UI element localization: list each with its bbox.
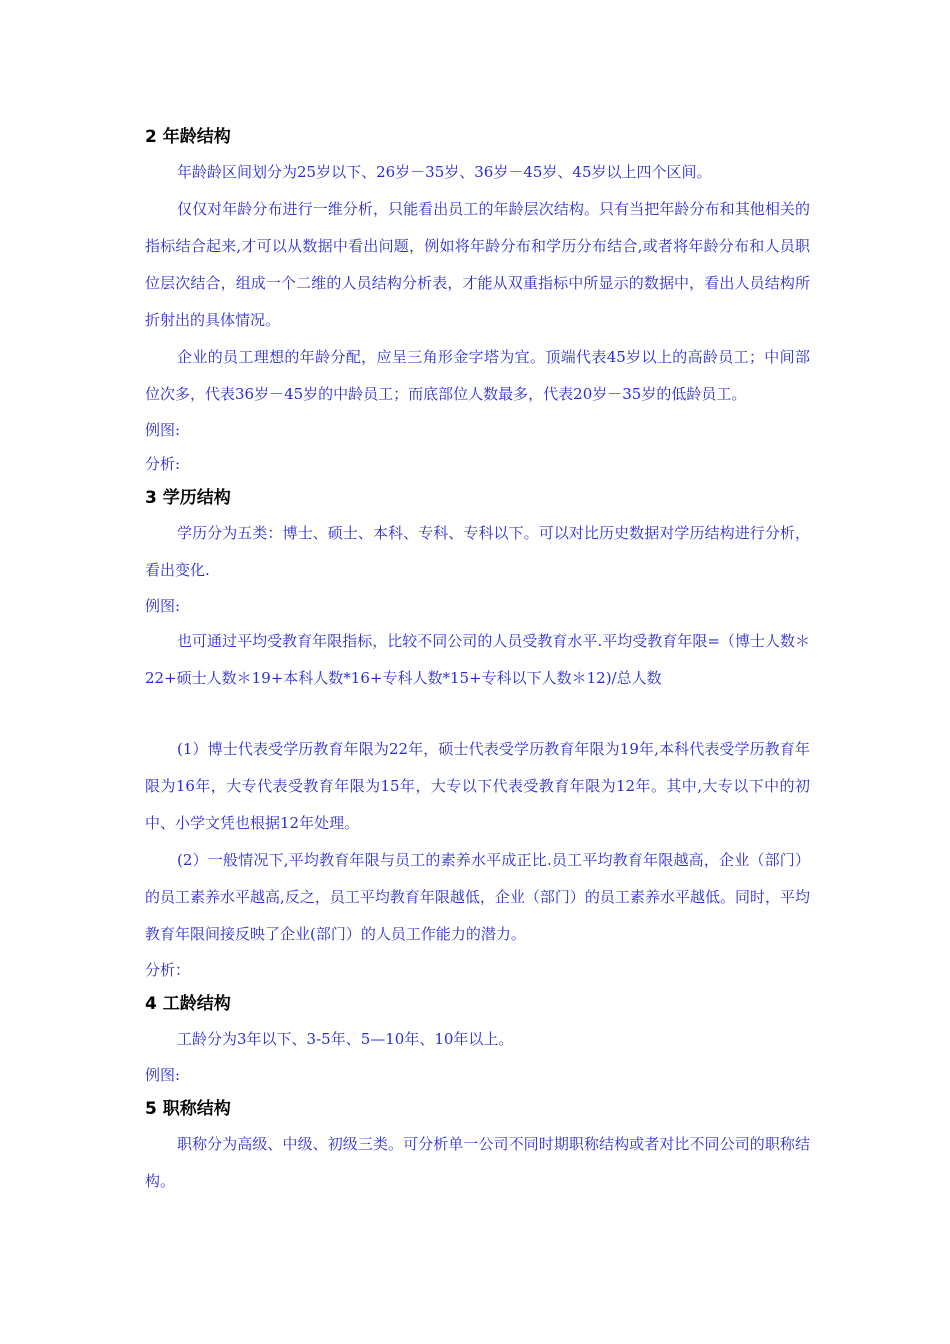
seniority-example-label: 例图:: [145, 1066, 181, 1084]
section-heading-title: 5 职称结构: [145, 1099, 231, 1119]
education-paragraph-note-2: (2）一般情况下,平均教育年限与员工的素养水平成正比.员工平均教育年限越高，企业（部门）的员工素养水平越高,反之，员工平均教育年限越低，企业（部门）的员工素养水平越低。同时，平均教育年限间接反映了企业(部门）的人员工作能力的潜力。: [145, 851, 810, 943]
section-heading-seniority: 4 工龄结构: [145, 994, 231, 1014]
age-paragraph-analysis: 仅仅对年龄分布进行一维分析，只能看出员工的年龄层次结构。只有当把年龄分布和其他相关的指标结合起来,才可以从数据中看出问题，例如将年龄分布和学历分布结合,或者将年龄分布和人员职位层次结合，组成一个二维的人员结构分析表，才能从双重指标中所显示的数据中，看出人员结构所折射出的具体情况。: [145, 200, 810, 329]
age-analysis-label: 分析:: [145, 455, 181, 473]
education-paragraph-note-1: (1）博士代表受学历教育年限为22年，硕士代表受学历教育年限为19年,本科代表受学历教育年限为16年，大专代表受教育年限为15年，大专以下代表受教育年限为12年。其中,大专以下中的初中、小学文凭也根据12年处理。: [145, 740, 810, 832]
seniority-paragraph: 工龄分为3年以下、3-5年、5—10年、10年以上。: [177, 1030, 514, 1048]
age-paragraph-intervals: 年龄龄区间划分为25岁以下、26岁－35岁、36岁－45岁、45岁以上四个区间。: [177, 163, 712, 181]
education-example-label: 例图:: [145, 597, 181, 615]
education-analysis-label: 分析：: [145, 961, 191, 979]
education-paragraph-categories: 学历分为五类：博士、硕士、本科、专科、专科以下。可以对比历史数据对学历结构进行分析，看出变化.: [145, 524, 810, 579]
section-heading-age: 2 年龄结构: [145, 127, 231, 147]
document-page: [145, 120, 810, 1200]
title-paragraph: 职称分为高级、中级、初级三类。可分析单一公司不同时期职称结构或者对比不同公司的职称结构。: [145, 1135, 810, 1190]
blank-line: [145, 697, 810, 731]
section-heading-education: 3 学历结构: [145, 488, 231, 508]
age-paragraph-ideal: 企业的员工理想的年龄分配，应呈三角形金字塔为宜。顶端代表45岁以上的高龄员工；中间部位次多，代表36岁－45岁的中龄员工；而底部位人数最多，代表20岁－35岁的低龄员工。: [145, 348, 810, 403]
age-example-label: 例图:: [145, 421, 181, 439]
education-paragraph-formula: 也可通过平均受教育年限指标，比较不同公司的人员受教育水平.平均受教育年限=（博士人数＊22+硕士人数＊19+本科人数*16+专科人数*15+专科以下人数＊12)/总人数: [145, 632, 810, 687]
